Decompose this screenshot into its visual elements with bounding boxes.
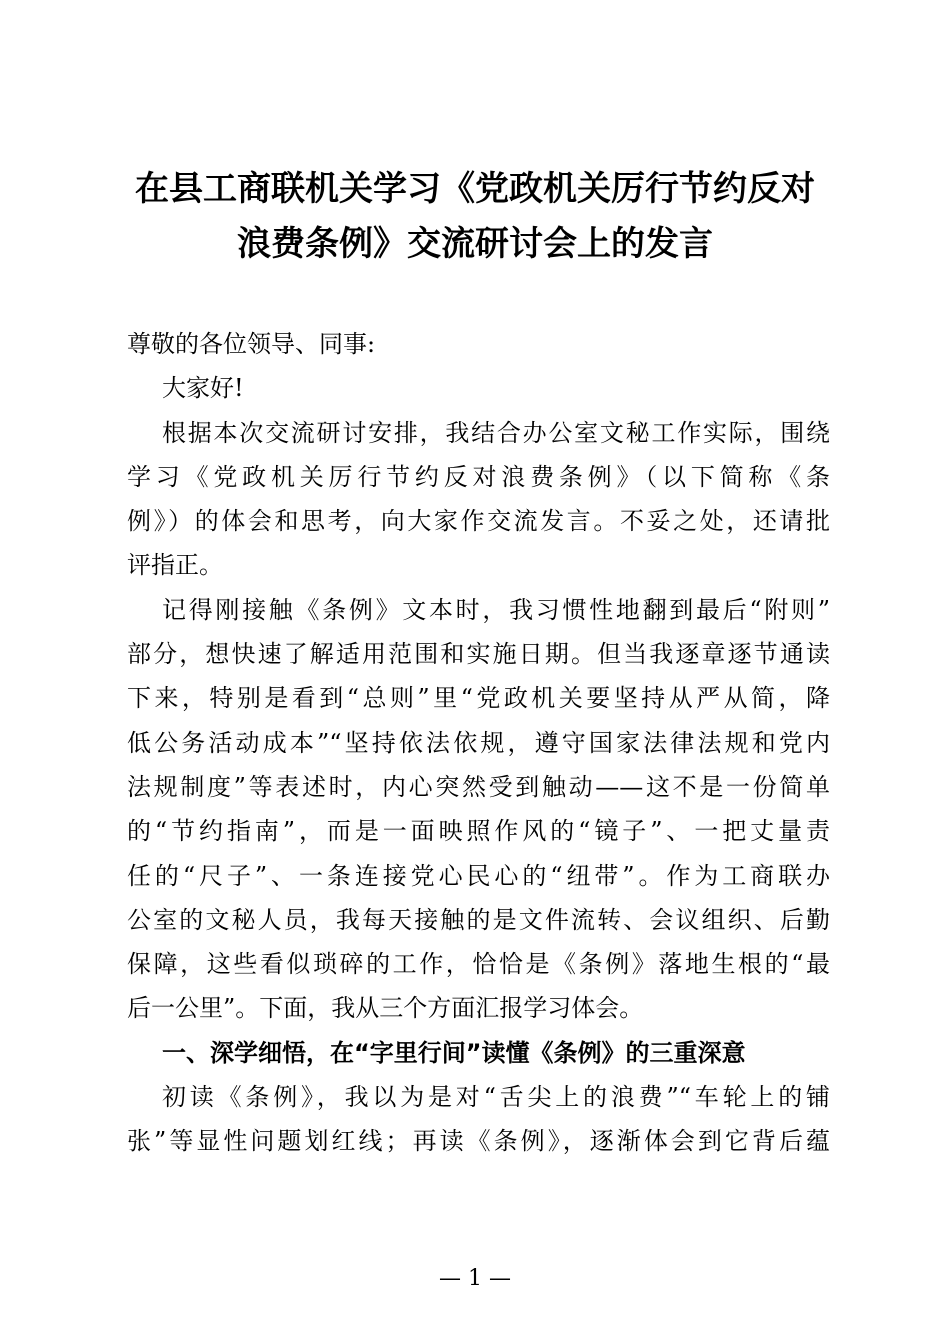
document-body [127,322,830,1164]
paragraph-line: 后一公里”。下面，我从三个方面汇报学习体会。 [127,994,644,1023]
paragraph-line: 低公务活动成本”“坚持依法依规，遵守国家法律法规和党内 [127,728,830,757]
paragraph-line: 公室的文秘人员，我每天接触的是文件流转、会议组织、后勤 [127,905,830,934]
paragraph-line: 初读《条例》，我以为是对“舌尖上的浪费”“车轮上的铺 [162,1083,830,1112]
paragraph-2 [127,588,830,1031]
paragraph-line: 张”等显性问题划红线；再读《条例》，逐渐体会到它背后蕴 [127,1127,830,1156]
paragraph-line: 任的“尺子”、一条连接党心民心的“纽带”。作为工商联办 [127,861,830,890]
page-number: — 1 — [439,1266,511,1291]
paragraph-line: 记得刚接触《条例》文本时，我习惯性地翻到最后“附则” [162,595,830,624]
paragraph-line: 例》）的体会和思考，向大家作交流发言。不妥之处，还请批 [127,507,830,536]
paragraph-line: 学习《党政机关厉行节约反对浪费条例》（以下简称《条 [127,462,830,491]
opening: 大家好! [162,374,244,403]
paragraph-line: 保障，这些看似琐碎的工作，恰恰是《条例》落地生根的“最 [127,950,830,979]
paragraph-line: 评指正。 [127,551,223,580]
paragraph-line: 根据本次交流研讨安排，我结合办公室文秘工作实际，围绕 [162,418,830,447]
title-line-2: 浪费条例》交流研讨会上的发言 [237,224,713,264]
title-line-1: 在县工商联机关学习《党政机关厉行节约反对 [135,169,815,209]
greeting: 尊敬的各位领导、同事: [127,330,376,358]
section-paragraph [127,1075,830,1164]
paragraph-line: 的“节约指南”，而是一面映照作风的“镜子”、一把丈量责 [127,817,830,846]
paragraph-line: 下来，特别是看到“总则”里“党政机关要坚持从严从简，降 [127,684,830,713]
paragraph-1 [127,411,830,588]
paragraph-line: 法规制度”等表述时，内心突然受到触动——这不是一份简单 [127,772,830,801]
section-heading: 一、深学细悟，在“字里行间”读懂《条例》的三重深意 [162,1038,746,1067]
document-title [100,162,850,272]
paragraph-line: 部分，想快速了解适用范围和实施日期。但当我逐章逐节通读 [127,640,830,669]
